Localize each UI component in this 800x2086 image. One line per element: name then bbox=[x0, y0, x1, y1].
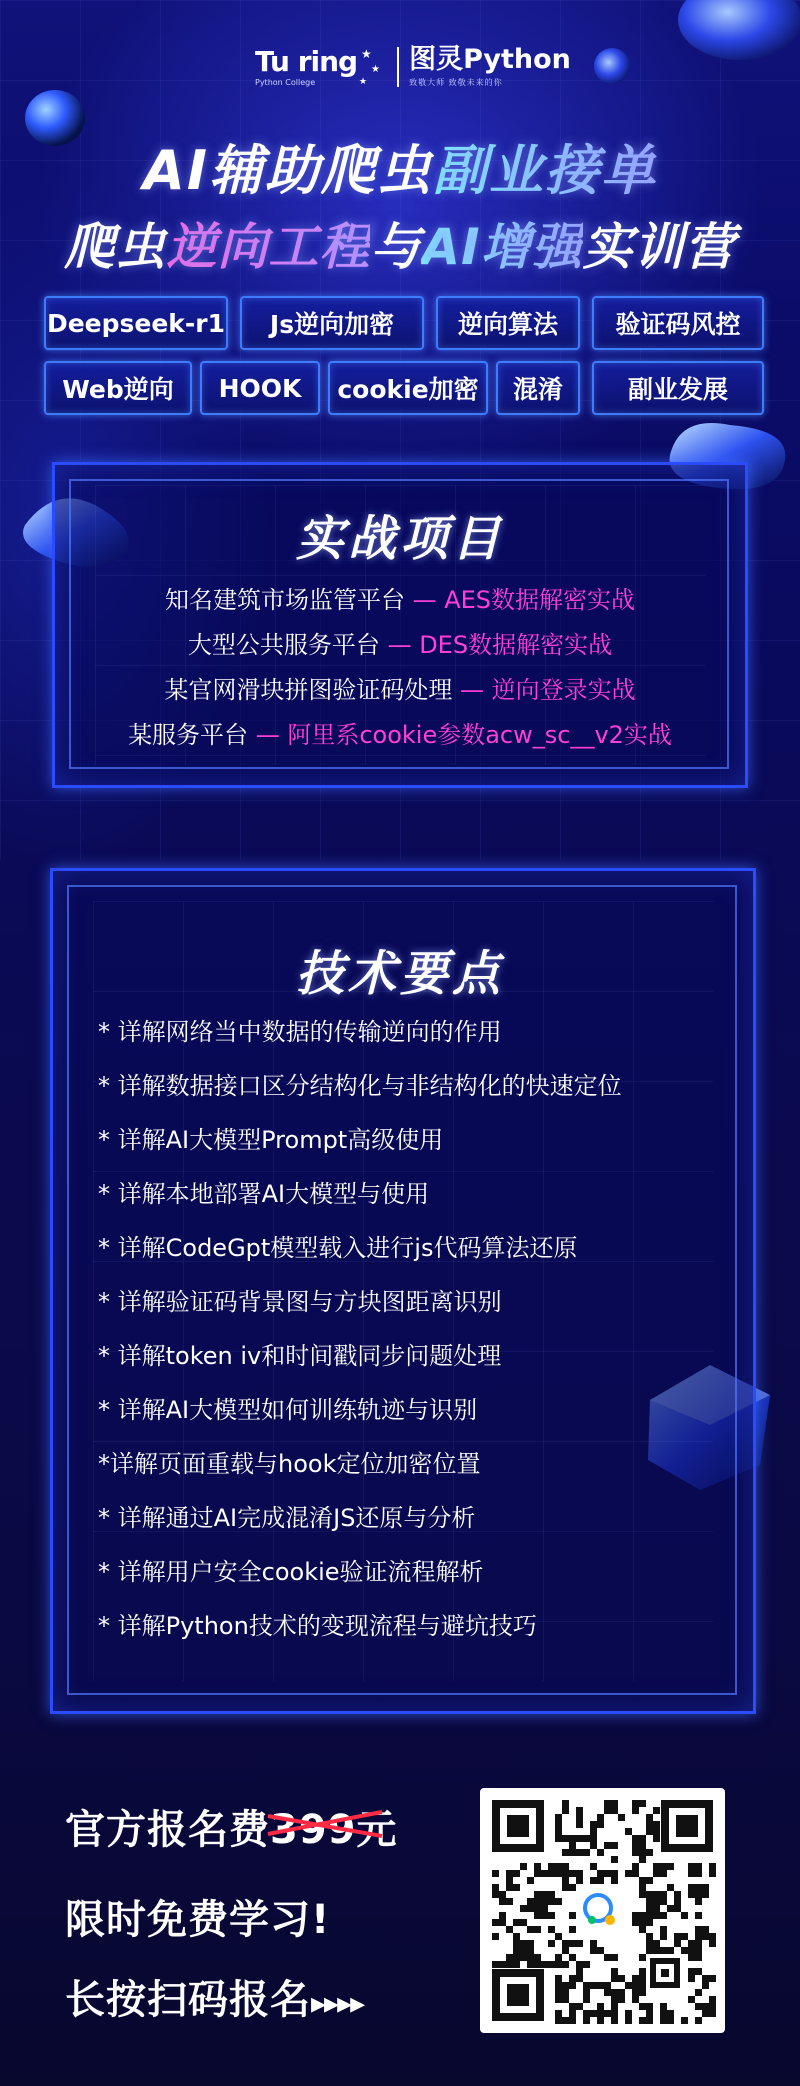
svg-text:★: ★ bbox=[361, 47, 372, 61]
qr-code-pattern bbox=[480, 1788, 725, 2033]
project-item: 大型公共服务平台 — DES数据解密实战 bbox=[187, 631, 613, 659]
hero-title-line2-c: 与 bbox=[370, 218, 422, 276]
qr-code-icon[interactable] bbox=[480, 1788, 725, 2033]
price-line bbox=[65, 1798, 398, 1855]
tag-hook: HOOK bbox=[200, 361, 320, 415]
project-item: 知名建筑市场监管平台 — AES数据解密实战 bbox=[164, 586, 636, 614]
star-icon bbox=[357, 42, 387, 92]
hero-title-line2-e: 实训营 bbox=[582, 218, 736, 276]
tech-point-item: *详解页面重载与hook定位加密位置 bbox=[98, 1450, 481, 1478]
tag-deepseek: Deepseek-r1 bbox=[44, 296, 228, 350]
tech-point-item: * 详解通过AI完成混淆JS还原与分析 bbox=[98, 1504, 476, 1532]
hero-title-line2-d: AI增强 bbox=[421, 218, 583, 276]
tech-point-item: * 详解用户安全cookie验证流程解析 bbox=[98, 1558, 484, 1586]
tag-js-reverse: Js逆向加密 bbox=[240, 296, 424, 350]
tag-cookie-encrypt: cookie加密 bbox=[328, 361, 488, 415]
tag-side-business: 副业发展 bbox=[592, 361, 764, 415]
brand-chinese-subtitle: 致敬大师 致敬未来的你 bbox=[409, 78, 503, 87]
projects-title: 实战项目 bbox=[295, 511, 504, 567]
tag-obfuscation: 混淆 bbox=[496, 361, 580, 415]
hero-title-line1 bbox=[0, 128, 800, 205]
arrow-right-icon: ▸▸▸▸ bbox=[311, 1986, 364, 2021]
brand-chinese-name: 图灵Python bbox=[409, 44, 571, 75]
hero-title-line1-main: AI辅助爬虫 bbox=[143, 139, 433, 202]
price-label: 官方报名费 bbox=[65, 1807, 270, 1853]
hero-title-line2-a: 爬虫 bbox=[64, 218, 167, 276]
brand-english-name: Tu ring bbox=[255, 44, 358, 78]
tech-point-item: * 详解本地部署AI大模型与使用 bbox=[98, 1180, 430, 1208]
tag-web-reverse: Web逆向 bbox=[44, 361, 192, 415]
tech-point-item: * 详解验证码背景图与方块图距离识别 bbox=[98, 1288, 502, 1316]
brand-logo bbox=[255, 42, 571, 92]
strikethrough-mark bbox=[266, 1804, 386, 1844]
free-study-text: 限时免费学习! bbox=[65, 1897, 331, 1943]
project-item: 某官网滑块拼图验证码处理 — 逆向登录实战 bbox=[164, 676, 636, 704]
tag-captcha-risk: 验证码风控 bbox=[592, 296, 764, 350]
tech-point-item: * 详解Python技术的变现流程与避坑技巧 bbox=[98, 1612, 537, 1640]
logo-divider bbox=[397, 47, 399, 87]
tech-point-item: * 详解AI大模型如何训练轨迹与识别 bbox=[98, 1396, 478, 1424]
svg-text:★: ★ bbox=[359, 77, 368, 87]
tech-point-item: * 详解token iv和时间戳同步问题处理 bbox=[98, 1342, 502, 1370]
tag-reverse-algorithm: 逆向算法 bbox=[436, 296, 580, 350]
tech-point-item: * 详解AI大模型Prompt高级使用 bbox=[98, 1126, 444, 1154]
project-item: 某服务平台 — 阿里系cookie参数acw_sc__v2实战 bbox=[128, 721, 672, 749]
tech-points-title: 技术要点 bbox=[295, 946, 504, 1002]
original-price: 399元 bbox=[270, 1798, 398, 1855]
glass-blob-decoration-icon bbox=[590, 0, 800, 110]
scan-to-register: 长按扫码报名▸▸▸▸ bbox=[65, 1977, 364, 2023]
brand-english-subtitle: Python College bbox=[255, 77, 316, 87]
tech-point-item: * 详解数据接口区分结构化与非结构化的快速定位 bbox=[98, 1072, 622, 1100]
tech-point-item: * 详解网络当中数据的传输逆向的作用 bbox=[98, 1018, 502, 1046]
hero-title-line1-highlight: 副业接单 bbox=[432, 139, 657, 202]
tech-point-item: * 详解CodeGpt模型载入进行js代码算法还原 bbox=[98, 1234, 578, 1262]
svg-text:★: ★ bbox=[371, 64, 381, 75]
hero-title-line2 bbox=[0, 207, 800, 279]
hero-title-line2-b: 逆向工程 bbox=[166, 218, 371, 276]
